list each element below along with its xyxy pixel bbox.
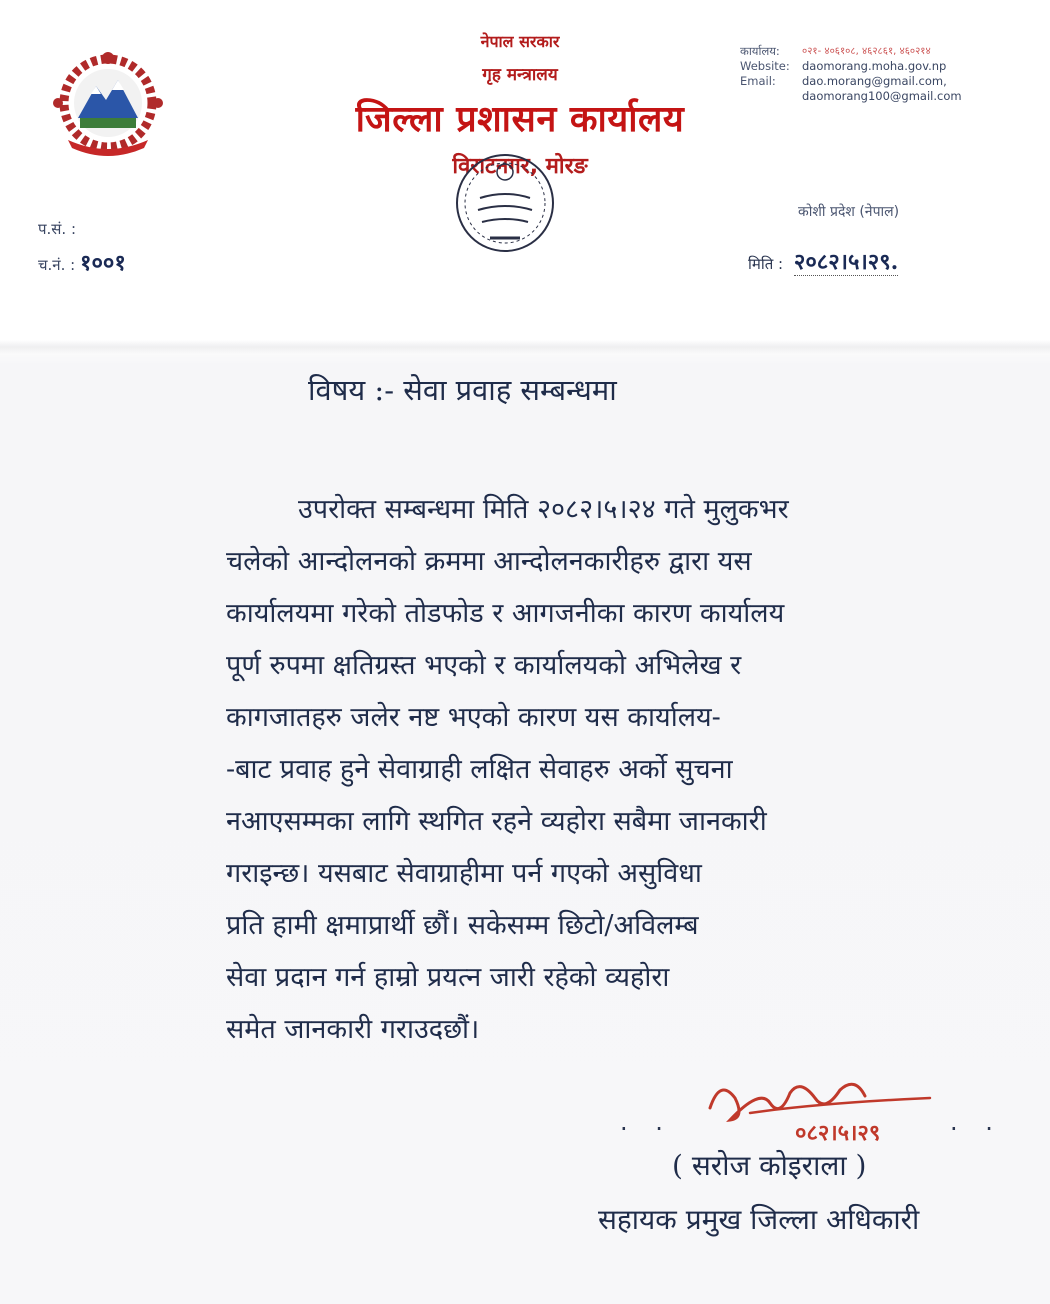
body-line: चलेको आन्दोलनको क्रममा आन्दोलनकारीहरु द्वारा यस: [226, 546, 752, 577]
province-name: कोशी प्रदेश (नेपाल): [798, 204, 900, 220]
ministry-name: गृह मन्त्रालय: [482, 65, 558, 85]
date-label: मिति :: [748, 255, 784, 273]
body-line: कागजातहरु जलेर नष्ट भएको कारण यस कार्यालय-: [226, 702, 721, 733]
body-line: उपरोक्त सम्बन्धमा मिति २०८२।५।२४ गते मुलुकभर: [298, 494, 789, 525]
cn-value: १००१: [80, 250, 126, 276]
body-line: प्रति हामी क्षमाप्रार्थी छौं। सकेसम्म छिटो/अविलम्ब: [226, 910, 699, 941]
subject-line: विषय :- सेवा प्रवाह सम्बन्धमा: [308, 373, 617, 407]
signature-dots-left: . .: [620, 1108, 673, 1136]
body-line: नआएसम्मका लागि स्थगित रहने व्यहोरा सबैमा जानकारी: [226, 806, 767, 837]
body-line: -बाट प्रवाह हुने सेवाग्राही लक्षित सेवाहरु अर्को सुचना: [226, 754, 733, 785]
email-label: Email:: [740, 74, 776, 88]
signer-name: ( सरोज कोइराला ): [672, 1149, 867, 1182]
letter-body: [226, 484, 1026, 1056]
date-value: २०८२।५।२९.: [793, 249, 899, 275]
paper-fold: [0, 340, 1050, 354]
body-line: गराइन्छ। यसबाट सेवाग्राहीमा पर्न गएको असुविधा: [226, 858, 702, 889]
website-label: Website:: [740, 59, 790, 73]
office-name: जिल्ला प्रशासन कार्यालय: [355, 99, 685, 140]
body-line: समेत जानकारी गराउदछौं।: [226, 1014, 480, 1045]
signature-dots-right: . .: [950, 1108, 1003, 1136]
body-line: पूर्ण रुपमा क्षतिग्रस्त भएको र कार्यालयको अभिलेख र: [226, 650, 742, 681]
body-line: कार्यालयमा गरेको तोडफोड र आगजनीका कारण कार्यालय: [226, 598, 785, 629]
government-name: नेपाल सरकार: [480, 32, 560, 51]
signer-title: सहायक प्रमुख जिल्ला अधिकारी: [598, 1203, 920, 1236]
website-value: daomorang.moha.gov.np: [802, 59, 947, 73]
office-seal-stamp: [450, 148, 560, 258]
office-phone: ०२१- ४०६१०८, ४६२८६१, ४६०२१४: [802, 46, 931, 57]
contact-block: [740, 44, 1040, 104]
signature-date: ०८२।५।२९: [795, 1120, 881, 1146]
reference-block: [38, 210, 126, 282]
date-row: [748, 246, 898, 276]
ps-label: प.सं. :: [38, 220, 77, 238]
office-location: विराटनगर, मोरङ: [452, 154, 588, 179]
email-secondary: daomorang100@gmail.com: [802, 89, 962, 103]
email-primary: dao.morang@gmail.com,: [802, 74, 947, 88]
body-line: सेवा प्रदान गर्न हाम्रो प्रयत्न जारी रहेको व्यहोरा: [226, 962, 670, 993]
office-phone-label: कार्यालय:: [740, 44, 780, 58]
nepal-emblem-icon: [38, 48, 178, 158]
cn-label: च.नं. :: [38, 256, 76, 274]
handwritten-signature: [690, 1068, 950, 1148]
